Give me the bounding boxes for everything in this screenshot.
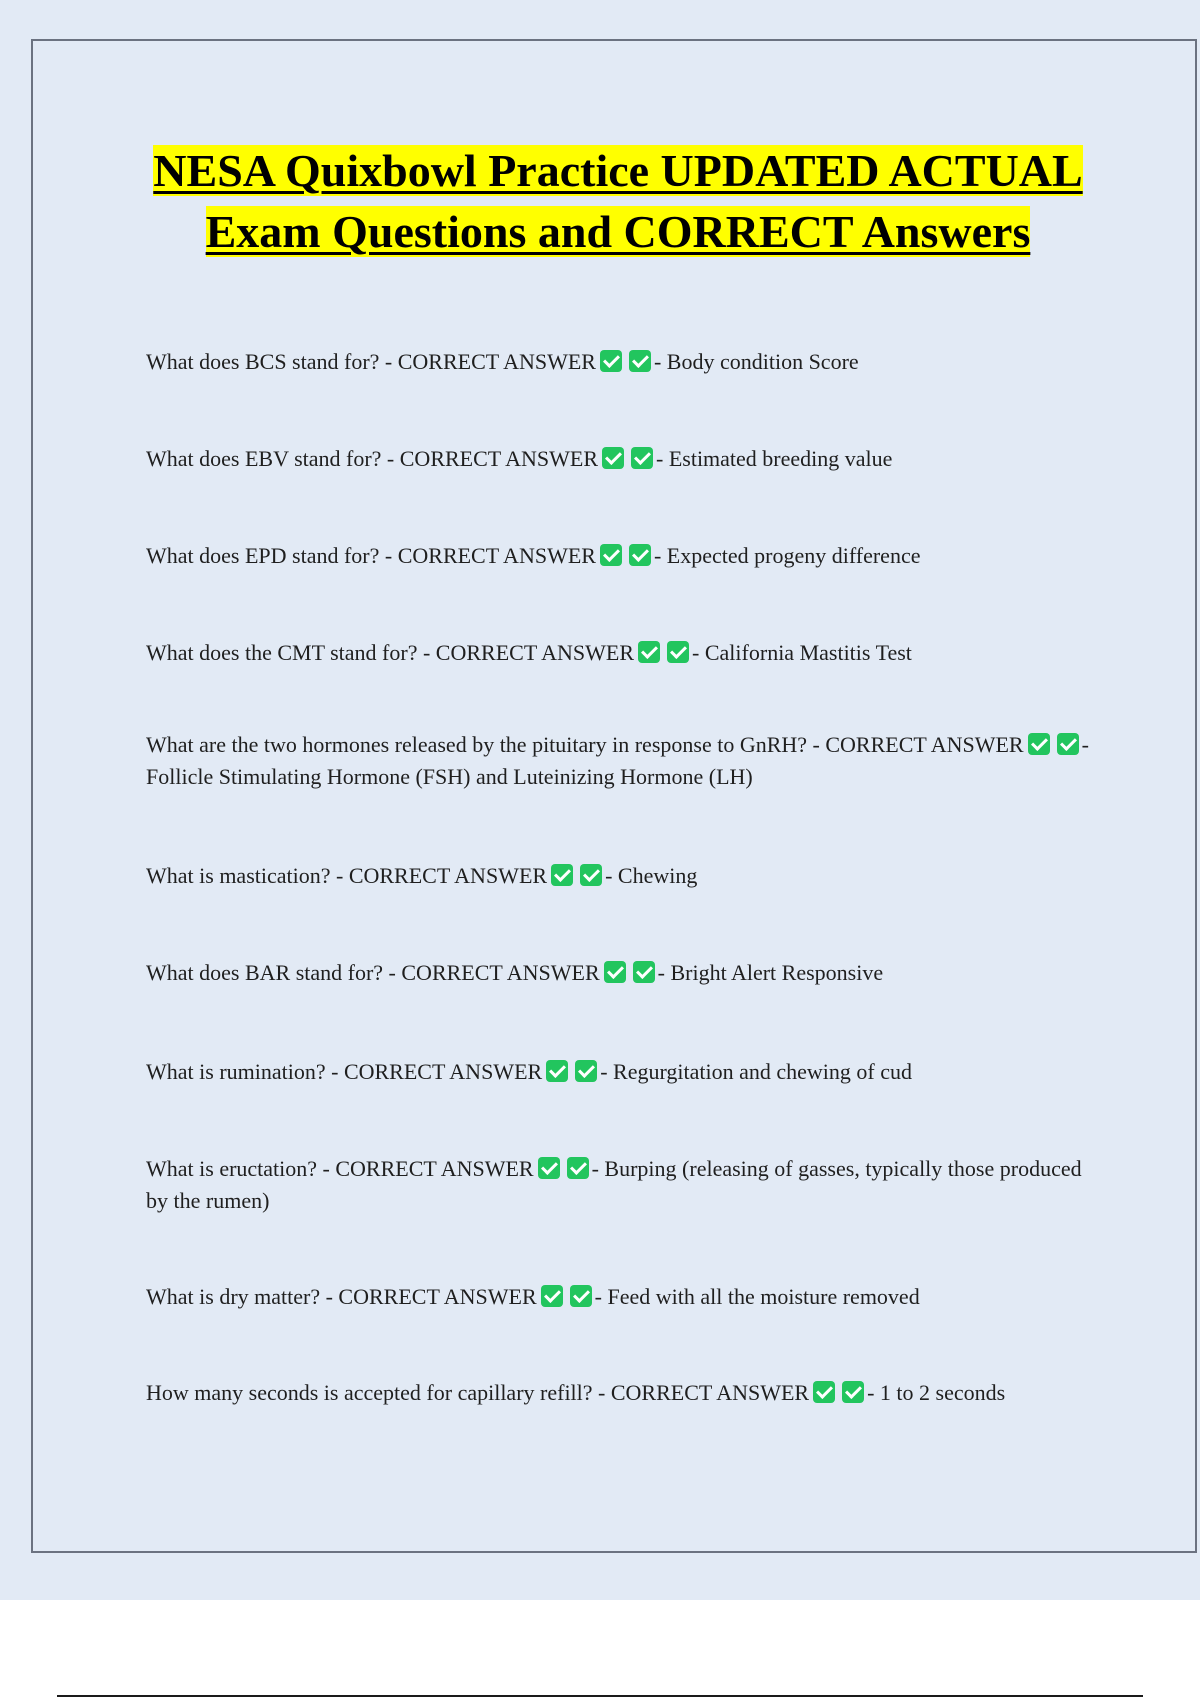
question-text: What is eructation? - CORRECT ANSWER — [146, 1156, 534, 1181]
qa-item — [146, 1281, 1096, 1313]
question-text: What does EPD stand for? - CORRECT ANSWER — [146, 543, 596, 568]
check-mark-icon — [600, 544, 622, 566]
question-text: How many seconds is accepted for capillary refill? - CORRECT ANSWER — [146, 1380, 810, 1405]
question-text: What are the two hormones released by the pituitary in response to GnRH? - CORRECT ANSWER — [146, 732, 1024, 757]
qa-item — [146, 1056, 1096, 1088]
check-mark-icon — [538, 1157, 560, 1179]
footer-rule — [57, 1695, 1143, 1697]
question-text: What does the CMT stand for? - CORRECT ANSWER — [146, 640, 635, 665]
check-mark-icon — [551, 864, 573, 886]
check-mark-icon — [629, 350, 651, 372]
answer-text: - Regurgitation and chewing of cud — [600, 1059, 912, 1084]
qa-item — [146, 1377, 1096, 1409]
check-mark-icon — [633, 961, 655, 983]
check-mark-icon — [842, 1381, 864, 1403]
qa-item — [146, 729, 1096, 793]
check-mark-icon — [604, 961, 626, 983]
qa-item — [146, 957, 1096, 989]
check-mark-icon — [567, 1157, 589, 1179]
check-mark-icon — [667, 641, 689, 663]
answer-text: - Estimated breeding value — [656, 446, 893, 471]
document-title: NESA Quixbowl Practice UPDATED ACTUAL Exam Questions and CORRECT Answers — [153, 145, 1083, 257]
question-text: What is dry matter? - CORRECT ANSWER — [146, 1284, 537, 1309]
check-mark-icon — [1057, 733, 1079, 755]
check-mark-icon — [541, 1285, 563, 1307]
check-mark-icon — [1028, 733, 1050, 755]
answer-text: - Follicle Stimulating Hormone (FSH) and Luteinizing Hormone (LH) — [146, 732, 1089, 789]
question-text: What is rumination? - CORRECT ANSWER — [146, 1059, 543, 1084]
question-text: What does EBV stand for? - CORRECT ANSWER — [146, 446, 598, 471]
document-frame — [31, 39, 1197, 1553]
question-text: What does BCS stand for? - CORRECT ANSWER — [146, 349, 596, 374]
check-mark-icon — [638, 641, 660, 663]
answer-text: - Body condition Score — [653, 349, 859, 374]
check-mark-icon — [546, 1060, 568, 1082]
qa-item — [146, 443, 1096, 475]
qa-item — [146, 860, 1096, 892]
check-mark-icon — [813, 1381, 835, 1403]
check-mark-icon — [575, 1060, 597, 1082]
answer-text: - 1 to 2 seconds — [867, 1380, 1006, 1405]
qa-item — [146, 1153, 1096, 1217]
answer-text: - Expected progeny difference — [653, 543, 921, 568]
check-mark-icon — [600, 350, 622, 372]
answer-text: - Burping (releasing of gasses, typically those produced by the rumen) — [146, 1156, 1082, 1213]
answer-text: - California Mastitis Test — [692, 640, 912, 665]
answer-text: - Feed with all the moisture removed — [594, 1284, 920, 1309]
check-mark-icon — [580, 864, 602, 886]
check-mark-icon — [631, 447, 653, 469]
qa-item — [146, 540, 1096, 572]
check-mark-icon — [602, 447, 624, 469]
qa-item — [146, 346, 1096, 378]
question-text: What does BAR stand for? - CORRECT ANSWER — [146, 960, 600, 985]
question-text: What is mastication? - CORRECT ANSWER — [146, 863, 548, 888]
check-mark-icon — [570, 1285, 592, 1307]
check-mark-icon — [629, 544, 651, 566]
answer-text: - Bright Alert Responsive — [657, 960, 884, 985]
answer-text: - Chewing — [605, 863, 698, 888]
qa-item — [146, 637, 1096, 669]
